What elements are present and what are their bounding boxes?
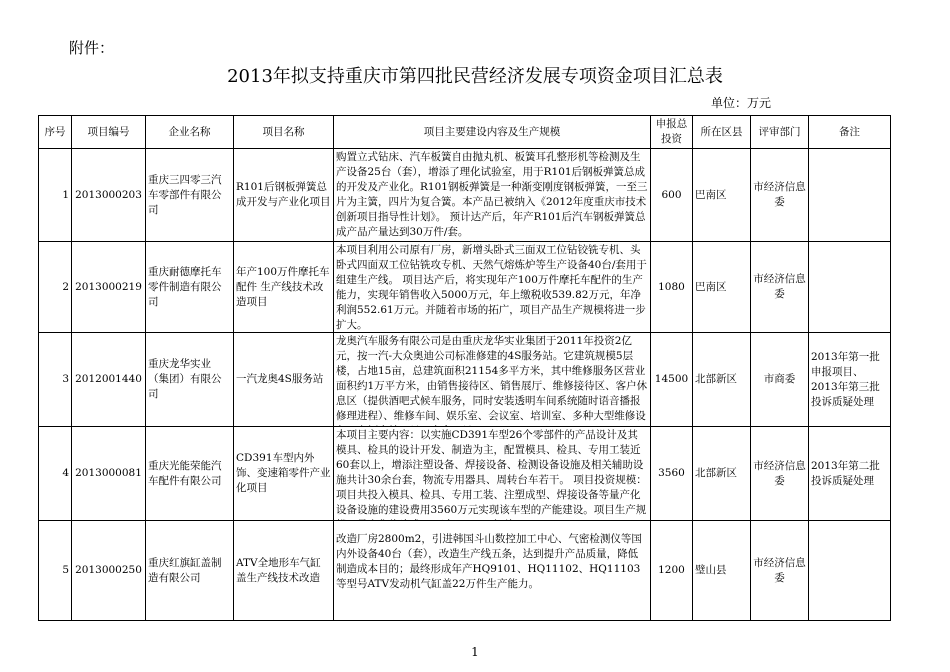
cell-district: 璧山县 [693, 521, 751, 621]
cell-content [334, 333, 651, 427]
cell-investment: 3560 [651, 427, 693, 521]
cell-code: 2012001440 [72, 333, 146, 427]
cell-investment: 1080 [651, 242, 693, 333]
cell-investment: 1200 [651, 521, 693, 621]
column-header-note: 备注 [809, 116, 891, 149]
cell-district: 北部新区 [693, 427, 751, 521]
cell-seq: 1 [39, 149, 72, 242]
cell-company: 重庆红旗缸盖制造有限公司 [146, 521, 234, 621]
cell-code: 2013000081 [72, 427, 146, 521]
table-row [39, 333, 891, 427]
content-text: 本项目利用公司原有厂房，新增头卧式三面双工位钻铰铣专机、头卧式四面双工位钻铣攻专机、天然气熔炼炉等生产设备40台/套用于组建生产线。 项目达产后，将实现年产100万件摩托车配件的生产能力，实现年销售收入5000万元，年上缴税收539.82万元，年净利润552.61万元。并随着市场的拓广，项目产品生产规模将进一步扩大。 [336, 244, 647, 331]
cell-project: 一汽龙奥4S服务站 [234, 333, 334, 427]
cell-company: 重庆三四零三汽车零部件有限公司 [146, 149, 234, 242]
table-row [39, 427, 891, 521]
projects-table [38, 115, 891, 621]
cell-company: 重庆龙华实业（集团）有限公司 [146, 333, 234, 427]
content-text: 本项目主要内容：以实施CD391车型26个零部件的产品设计及其模具、检具的设计开发、制造为主，配置模具、检具、专用工装近60套以上，增添注塑设备、焊接设备、检测设备设施及相关辅助设施共计30余台套，物流专用器具、周转台车若干。 项目投资规模：项目共投入模具、检具、专用工装、注塑成型、焊接设备等量产化设备设施的建设费用3560万元实现该车型的产能建设。项目生产规 [336, 429, 647, 516]
cell-code: 2013000250 [72, 521, 146, 621]
cell-project: 年产100万件摩托车配件 生产线技术改造项目 [234, 242, 334, 333]
content-text: 龙奥汽车服务有限公司是由重庆龙华实业集团于2011年投资2亿元，按一汽-大众奥迪公司标准修建的4S服务站。它建筑规模5层楼，占地15亩，总建筑面积21154多平方米，其中维修服务区营业面积约1万平方米，由销售接待区、销售展厅、维修接待区、客户休息区（提供酒吧式候车服务，同时安装透明车间系统随时语音播报修理进程）、维修车间、娱乐室、会议室、培训室、多种大型维修设 [336, 335, 648, 422]
cell-company: 重庆光能荣能汽车配件有限公司 [146, 427, 234, 521]
cell-project: ATV全地形车气缸盖生产线技术改造 [234, 521, 334, 621]
cell-note: 2013年第一批申报项目、2013年第三批投诉质疑处理 [809, 333, 891, 427]
cell-district: 巴南区 [693, 242, 751, 333]
column-header-project: 项目名称 [234, 116, 334, 149]
page-number: 1 [471, 645, 479, 659]
table-row [39, 521, 891, 621]
page-title: 2013年拟支持重庆市第四批民营经济发展专项资金项目汇总表 [227, 66, 723, 87]
content-text: 购置立式钻床、汽车板簧自由抛丸机、板簧耳孔整形机等检测及生产设备25台（套），增添了理化试验室，用于R101后钢板弹簧总成的开发及产业化。R101钢板弹簧是一种渐变刚度钢板弹簧，一至三片为主簧，四片为复合簧。本产品已被纳入《2012年度重庆市技术创新项目指导性计划》。 预计达产后，年产R101后汽车钢板弹簧总成产品产量达到30万件/套。 [336, 151, 648, 238]
cell-project: CD391车型内外饰、变速箱零件产业化项目 [234, 427, 334, 521]
table-header-row [39, 116, 891, 149]
column-header-content: 项目主要建设内容及生产规模 [334, 116, 651, 149]
cell-investment: 600 [651, 149, 693, 242]
cell-code: 2013000203 [72, 149, 146, 242]
cell-seq: 3 [39, 333, 72, 427]
cell-code: 2013000219 [72, 242, 146, 333]
cell-content [334, 427, 651, 521]
content-text: 改造厂房2800m2，引进韩国斗山数控加工中心、气密检测仪等国内外设备40台（套），改造生产线五条，达到提升产品质量，降低制造成本目的；最终形成年产HQ9101、HQ11102、HQ11103等型号ATV发动机气缸盖22万件生产能力。 [336, 533, 642, 590]
cell-content [334, 521, 651, 621]
table-row [39, 149, 891, 242]
cell-department: 市商委 [751, 333, 809, 427]
column-header-seq: 序号 [39, 116, 72, 149]
attachment-label: 附件： [69, 39, 115, 57]
table-row [39, 242, 891, 333]
cell-content [334, 149, 651, 242]
cell-district: 巴南区 [693, 149, 751, 242]
cell-department: 市经济信息委 [751, 427, 809, 521]
cell-district: 北部新区 [693, 333, 751, 427]
cell-department: 市经济信息委 [751, 521, 809, 621]
column-header-district: 所在区县 [693, 116, 751, 149]
cell-department: 市经济信息委 [751, 149, 809, 242]
column-header-code: 项目编号 [72, 116, 146, 149]
unit-label: 单位：万元 [711, 96, 772, 110]
cell-investment: 14500 [651, 333, 693, 427]
cell-note [809, 149, 891, 242]
column-header-investment: 申报总投资 [651, 116, 693, 149]
cell-seq: 5 [39, 521, 72, 621]
cell-content [334, 242, 651, 333]
column-header-department: 评审部门 [751, 116, 809, 149]
column-header-company: 企业名称 [146, 116, 234, 149]
cell-note [809, 521, 891, 621]
cell-department: 市经济信息委 [751, 242, 809, 333]
cell-note [809, 242, 891, 333]
cell-project: R101后钢板弹簧总成开发与产业化项目 [234, 149, 334, 242]
cell-seq: 2 [39, 242, 72, 333]
cell-company: 重庆耐德摩托车零件制造有限公司 [146, 242, 234, 333]
cell-note: 2013年第二批投诉质疑处理 [809, 427, 891, 521]
cell-seq: 4 [39, 427, 72, 521]
